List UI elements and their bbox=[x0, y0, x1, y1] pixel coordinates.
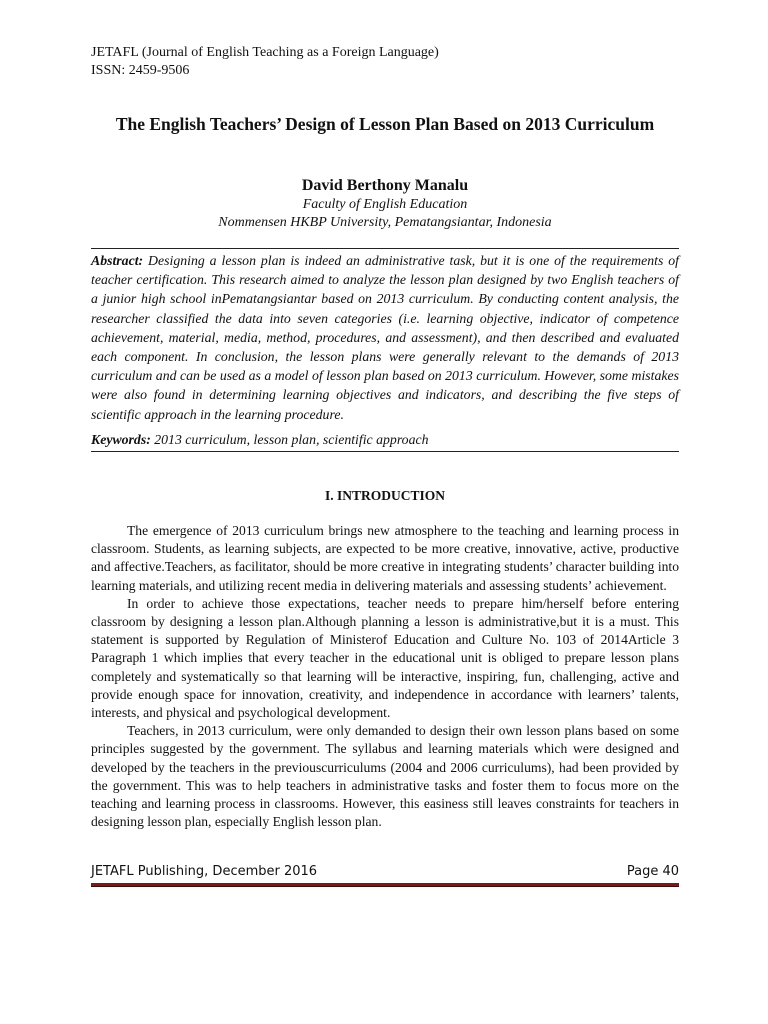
abstract bbox=[91, 251, 679, 424]
journal-header bbox=[91, 44, 439, 80]
university: Nommensen HKBP University, Pematangsiantar, Indonesia bbox=[218, 215, 552, 230]
faculty: Faculty of English Education bbox=[302, 197, 468, 212]
introduction-body bbox=[91, 522, 679, 831]
author-affiliation bbox=[91, 196, 679, 232]
abstract-bottom-rule bbox=[91, 451, 679, 452]
section-heading: I. INTRODUCTION bbox=[324, 488, 446, 503]
keywords-text: 2013 curriculum, lesson plan, scientific approach bbox=[154, 432, 429, 447]
paragraph: The emergence of 2013 curriculum brings new atmosphere to the teaching and learning process in classroom. Students, as learning subjects, are expected to be more creative, innovative, active, productive and affective.Teachers, as facilitator, should be more creative in integrating students’ character building into learning materials, and utilizing recent media in delivering materials and assessing students’ achievement. bbox=[91, 523, 679, 593]
keywords bbox=[91, 431, 679, 449]
footer-publisher: JETAFL Publishing, December 2016 bbox=[91, 864, 318, 879]
journal-name: JETAFL (Journal of English Teaching as a Foreign Language) bbox=[91, 45, 439, 60]
paragraph: In order to achieve those expectations, teacher needs to prepare him/herself before entering classroom by designing a lesson plan.Although planning a lesson is administrative,but it is a must. This statement is supported by Regulation of Ministerof Education and Culture No. 103 of 2014Article 3 Paragraph 1 which implies that every teacher in the educational unit is obliged to prepare lesson plans completely and systematically so that learning will be interactive, inspiring, fun, challenging, active and provide enough space for innovation, creativity, and independence in accordance with learners’ talents, interests, and physical and psychological development. bbox=[91, 595, 679, 721]
abstract-label: Abstract: bbox=[91, 253, 144, 268]
article-title: The English Teachers’ Design of Lesson Plan Based on 2013 Curriculum bbox=[115, 114, 655, 134]
author-name: David Berthony Manalu bbox=[301, 177, 469, 194]
abstract-top-rule bbox=[91, 248, 679, 249]
paragraph: Teachers, in 2013 curriculum, were only demanded to design their own lesson plans based on some principles suggested by the government. The syllabus and learning materials which were designed and developed by the teachers in the previouscurriculums (2004 and 2006 curriculums), had been provided by the government. This was to help teachers in administrative tasks and foster them to focus more on the teaching and learning process in classrooms. However, this easiness still leaves constraints for teachers in designing lesson plan, especially English lesson plan. bbox=[91, 723, 679, 830]
abstract-text: Designing a lesson plan is indeed an administrative task, but it is one of the requirements of teacher certification. This research aimed to analyze the lesson plan designed by two English teachers of a junior high school inPematangsiantar based on 2013 curriculum. By conducting content analysis, the researcher classified the data into seven categories (i.e. learning objective, indicator of competence achievement, material, media, method, procedures, and assessment), and then described and evaluated each component. In conclusion, the lesson plans were generally relevant to the demands of 2013 curriculum and can be used as a model of lesson plan based on 2013 curriculum. However, some mistakes were also found in determining learning objectives and indicators, and describing the five steps of scientific approach in the learning procedure. bbox=[91, 253, 679, 422]
footer-rule bbox=[91, 883, 679, 887]
page-number: Page 40 bbox=[626, 864, 679, 879]
issn: ISSN: 2459-9506 bbox=[91, 63, 190, 78]
keywords-label: Keywords: bbox=[91, 432, 151, 447]
